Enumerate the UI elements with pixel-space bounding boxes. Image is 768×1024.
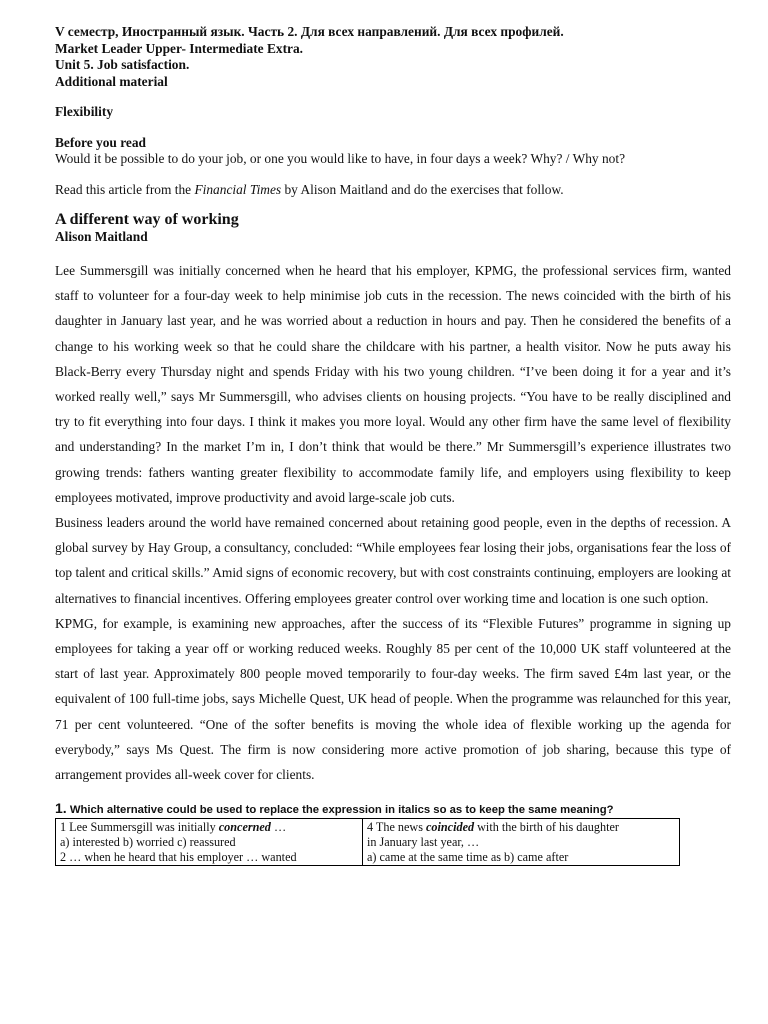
instruction-source: Financial Times (194, 181, 282, 197)
document-header (55, 24, 731, 90)
exercise-instruction-text: Which alternative could be used to replace the expression in italics so as to keep the same meaning? (66, 804, 614, 817)
document-page (55, 24, 731, 866)
question-1-term: concerned (218, 820, 271, 835)
section-title: Flexibility (55, 104, 114, 119)
question-1-suffix: … (270, 820, 287, 835)
article-author: Alison Maitland (55, 229, 148, 244)
exercise-cell-left (56, 819, 363, 865)
before-you-read-question: Would it be possible to do your job, or one you would like to have, in four days a week? Why? / Why not? (55, 151, 626, 166)
table-row (56, 819, 680, 865)
question-2: 2 … when he heard that his employer … wanted (60, 849, 297, 864)
question-4 (367, 820, 675, 835)
article-body (55, 258, 731, 787)
question-4-line2: in January last year, … (367, 835, 480, 850)
instruction-suffix: by Alison Maitland and do the exercises that follow. (281, 181, 564, 197)
question-1-prefix: 1 Lee Summersgill was initially (60, 820, 219, 835)
article-title: A different way of working (55, 211, 239, 228)
exercise-instruction (55, 801, 731, 817)
article-paragraph: Lee Summersgill was initially concerned when he heard that his employer, KPMG, the professional services firm, wanted staff to volunteer for a four-day week to help minimise job cuts in the recession. The news coincided with the birth of his daughter in January last year, and he was worried about a reduction in hours and pay. Then he considered the benefits of a change to his working week so that he could share the childcare with his partner, a health visitor. Now he puts away his Black-Berry every Thursday night and spends Friday with his two young children. “I’ve been doing it for a year and it’s worked really well,” says Mr Summersgill, who advises clients on housing projects. “You have to be really disciplined and try to fit everything into four days. I think it makes you more loyal. Would any other firm have the same level of flexibility and understanding? In the market I’m in, I don’t think that would be there.” Mr Summersgill’s experience illustrates two growing trends: fathers wanting greater flexibility to accommodate family life, and employers using flexibility to keep employees motivated, improve productivity and avoid large-scale job cuts. (55, 263, 731, 505)
article-paragraph: Business leaders around the world have remained concerned about retaining good people, even in the depths of recession. A global survey by Hay Group, a consultancy, concluded: “While employees fear losing their jobs, organisations fear the loss of top talent and critical skills.” Amid signs of economic recovery, but with cost constraints continuing, employers are looking at alternatives to financial incentives. Offering employees greater control over working time and location is one such option. (55, 515, 731, 606)
article-paragraph: KPMG, for example, is examining new approaches, after the success of its “Flexible Futures” programme in signing up employees for taking a year off or working reduced weeks. Roughly 85 per cent of the 10,000 UK staff volunteered at the start of last year. Approximately 800 people moved temporarily to four-day weeks. The firm saved £4m last year, or the equivalent of 100 full-time jobs, says Michelle Quest, UK head of people. When the programme was relaunched for this year, 71 per cent volunteered. “One of the softer benefits is moving the whole idea of flexible working up the agenda for everybody,” says Ms Quest. The firm is now considering more active promotion of job sharing, because this type of arrangement provides all-week cover for clients. (55, 615, 731, 783)
header-line-semester: V семестр, Иностранный язык. Часть 2. Для всех направлений. Для всех профилей. (55, 24, 564, 39)
question-4-term: coincided (426, 820, 475, 835)
question-1 (60, 820, 358, 835)
question-4-suffix: with the birth of his daughter (474, 820, 619, 835)
reading-instruction (55, 182, 731, 199)
header-line-material: Additional material (55, 73, 168, 89)
instruction-prefix: Read this article from the (55, 181, 195, 197)
header-line-unit: Unit 5. Job satisfaction. (55, 57, 190, 72)
question-4-options: a) came at the same time as b) came after (367, 849, 569, 864)
question-1-options: a) interested b) worried c) reassured (60, 835, 236, 850)
exercise-cell-right (363, 819, 680, 865)
question-4-prefix: 4 The news (367, 820, 427, 835)
exercise-table (55, 818, 680, 865)
exercise-number: 1. (55, 800, 67, 817)
before-you-read-title: Before you read (55, 135, 146, 150)
header-line-course: Market Leader Upper- Intermediate Extra. (55, 40, 304, 56)
